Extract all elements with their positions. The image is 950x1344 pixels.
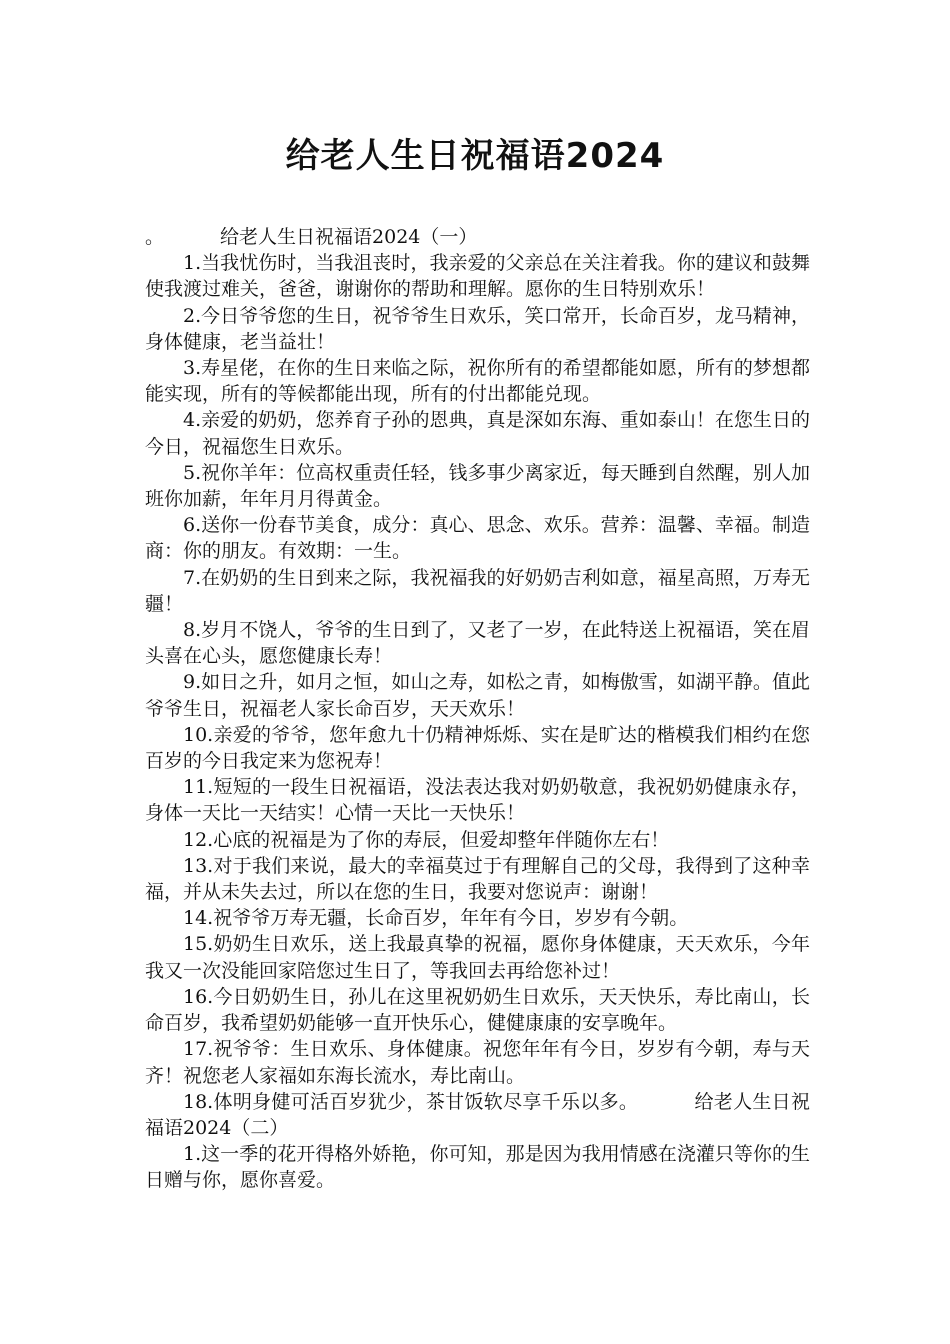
list-item-with-section-heading bbox=[145, 1089, 810, 1141]
list-item: 12.心底的祝福是为了你的寿辰，但爱却整年伴随你左右！ bbox=[183, 828, 670, 851]
list-item: 14.祝爷爷万寿无疆，长命百岁，年年有今日，岁岁有今朝。 bbox=[183, 907, 689, 930]
list-item: 3.寿星佬，在你的生日来临之际，祝你所有的希望都能如愿，所有的梦想都能实现，所有的等候都能出现，所有的付出都能兑现。 bbox=[145, 357, 810, 406]
list-item: 2.今日爷爷您的生日，祝爷爷生日欢乐，笑口常开，长命百岁，龙马精神，身体健康，老当益壮！ bbox=[145, 304, 810, 353]
list-item: 7.在奶奶的生日到来之际，我祝福我的好奶奶吉利如意，福星高照，万寿无疆！ bbox=[145, 566, 810, 615]
list-item: 11.短短的一段生日祝福语，没法表达我对奶奶敬意，我祝奶奶健康永存，身体一天比一天结实！心情一天比一天快乐！ bbox=[145, 776, 810, 825]
document-body bbox=[145, 224, 810, 1194]
section-heading-2: 给老人生日祝福语2024（二） bbox=[145, 1090, 810, 1139]
list-item: 4.亲爱的奶奶，您养育子孙的恩典，真是深如东海、重如泰山！在您生日的今日，祝福您生日欢乐。 bbox=[145, 409, 810, 458]
list-item: 16.今日奶奶生日，孙儿在这里祝奶奶生日欢乐，天天快乐，寿比南山，长命百岁，我希望奶奶能够一直开快乐心，健健康康的安享晚年。 bbox=[145, 985, 810, 1035]
lead-mark: 。 bbox=[145, 226, 165, 248]
section-heading-1 bbox=[145, 224, 810, 250]
page-title: 给老人生日祝福语2024 bbox=[285, 136, 665, 176]
list-item: 1.当我忧伤时，当我沮丧时，我亲爱的父亲总在关注着我。你的建议和鼓舞使我渡过难关，爸爸，谢谢你的帮助和理解。愿你的生日特别欢乐！ bbox=[145, 252, 810, 301]
list-item: 8.岁月不饶人，爷爷的生日到了，又老了一岁，在此特送上祝福语，笑在眉头喜在心头，愿您健康长寿！ bbox=[145, 619, 810, 668]
list-item: 10.亲爱的爷爷，您年愈九十仍精神烁烁、实在是旷达的楷模我们相约在您百岁的今日我定来为您祝寿！ bbox=[145, 723, 810, 773]
list-item: 1.这一季的花开得格外娇艳，你可知，那是因为我用情感在浇灌只等你的生日赠与你，愿你喜爱。 bbox=[145, 1143, 810, 1192]
list-item: 17.祝爷爷：生日欢乐、身体健康。祝您年年有今日，岁岁有今朝，寿与天齐！祝您老人家福如东海长流水，寿比南山。 bbox=[145, 1038, 810, 1087]
list-item: 9.如日之升，如月之恒，如山之寿，如松之青，如梅傲雪，如湖平静。值此爷爷生日，祝福老人家长命百岁，天天欢乐！ bbox=[145, 671, 810, 720]
list-item-18: 18.体明身健可活百岁犹少，茶甘饭软尽享千乐以多。 bbox=[183, 1090, 639, 1113]
section-heading-1-text: 给老人生日祝福语2024（一） bbox=[220, 226, 478, 248]
list-item: 13.对于我们来说，最大的幸福莫过于有理解自己的父母，我得到了这种幸福，并从未失去过，所以在您的生日，我要对您说声：谢谢！ bbox=[145, 854, 810, 904]
list-item: 15.奶奶生日欢乐，送上我最真挚的祝福，愿你身体健康，天天欢乐，今年我又一次没能回家陪您过生日了，等我回去再给您补过！ bbox=[145, 933, 810, 982]
list-item: 5.祝你羊年：位高权重责任轻，钱多事少离家近，每天睡到自然醒，别人加班你加薪，年年月月得黄金。 bbox=[145, 461, 810, 511]
list-item: 6.送你一份春节美食，成分：真心、思念、欢乐。营养：温馨、幸福。制造商：你的朋友。有效期：一生。 bbox=[145, 514, 810, 563]
